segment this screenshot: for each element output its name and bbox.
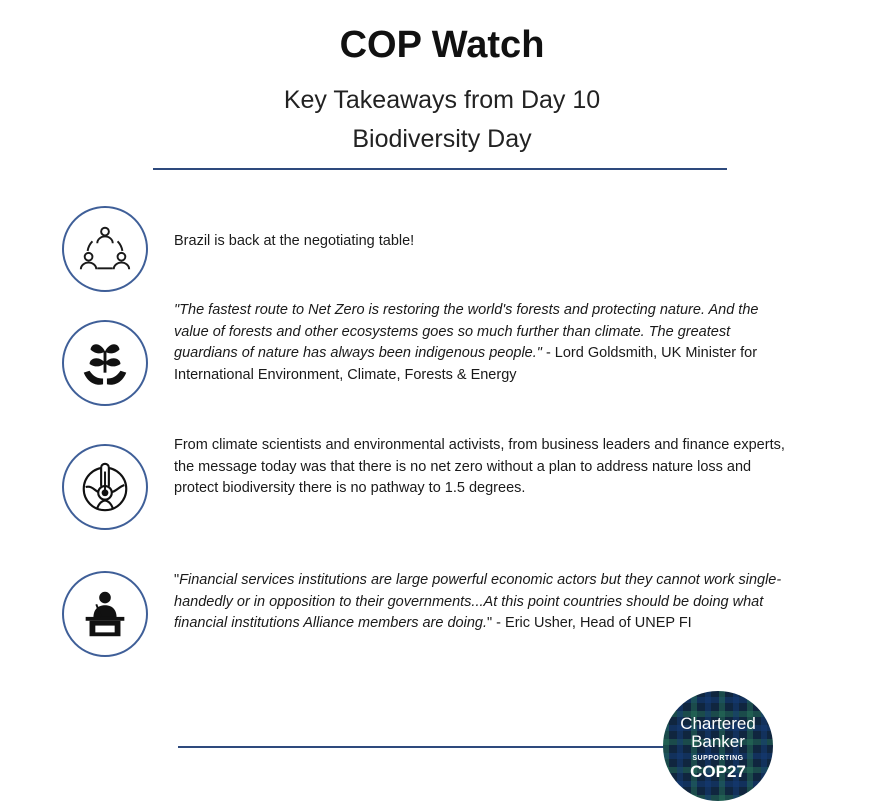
page-subtitle-line1: Key Takeaways from Day 10 [283, 86, 601, 114]
header-divider [153, 168, 727, 170]
takeaway-3-text: From climate scientists and environmental activists, from business leaders and finance experts, the message today was that there is no net zero without a plan to address nature loss and protect biodiversity there is no pathway to 1.5 degrees. [174, 437, 785, 496]
takeaway-4-attribution: - Eric Usher, Head of UNEP FI [492, 615, 692, 631]
badge-line2: Banker [691, 732, 745, 751]
speaker-at-podium-icon [76, 585, 134, 643]
takeaway-3-icon-ring [62, 444, 148, 530]
takeaway-4-quote-open: " [174, 572, 180, 588]
page-subtitle-line2: Biodiversity Day [352, 125, 532, 153]
takeaway-4-quote: Financial services institutions are large powerful economic actors but they cannot work single-handedly or in opposition to their governments...At this point countries should be doing what financial institutions Alliance members are doing. [174, 572, 782, 631]
footer-divider [178, 746, 690, 748]
badge-line4: COP27 [690, 762, 746, 781]
takeaway-2-attribution: - Lord Goldsmith, UK Minister for International Environment, Climate, Forests & Energy [174, 345, 758, 383]
badge-line3: SUPPORTING [692, 755, 744, 762]
globe-thermometer-icon [76, 458, 134, 516]
takeaway-2-quote: "The fastest route to Net Zero is restoring the world's forests and protecting nature. And the value of forests and other ecosystems goes so much further than climate. The greatest guardians of nature has always been indigenous people." [174, 302, 759, 361]
takeaway-2-text [174, 300, 794, 386]
takeaway-4-quote-close: " [486, 615, 493, 631]
people-network-icon [76, 220, 134, 278]
plant-in-hands-icon [76, 334, 134, 392]
takeaway-1-text: Brazil is back at the negotiating table! [174, 233, 415, 249]
badge-line1: Chartered [680, 714, 756, 733]
takeaway-4-icon-ring [62, 571, 148, 657]
takeaway-1-icon-ring [62, 206, 148, 292]
takeaway-4-text [174, 570, 794, 635]
takeaway-2-icon-ring [62, 320, 148, 406]
page-title: COP Watch [339, 24, 545, 66]
chartered-banker-badge [663, 691, 773, 801]
